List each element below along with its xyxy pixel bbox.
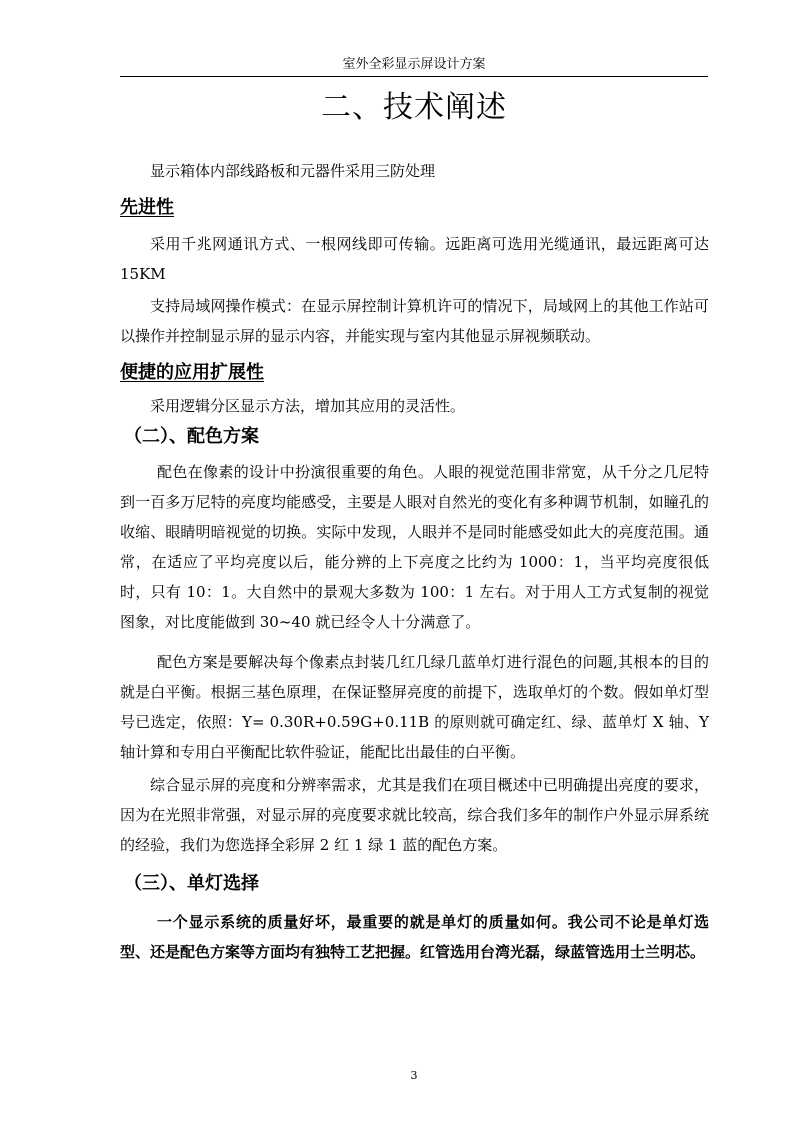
paragraph-extensibility-1: 采用逻辑分区显示方法，增加其应用的灵活性。 bbox=[150, 397, 466, 415]
intro-line: 显示箱体内部线路板和元器件采用三防处理 bbox=[150, 162, 436, 180]
paragraph-color-scheme-3: 综合显示屏的亮度和分辨率需求，尤其是我们在项目概述中已明确提出亮度的要求，因为在光照非常强，对显示屏的亮度要求就比较高，综合我们多年的制作户外显示屏系统的经验，我们为您选择全彩屏 2 红 1 绿 1 蓝的配色方案。 bbox=[120, 776, 709, 854]
paragraph-color-scheme-1: 配色在像素的设计中扮演很重要的角色。人眼的视觉范围非常宽，从千分之几尼特到一百多万尼特的亮度均能感受，主要是人眼对自然光的变化有多种调节机制，如瞳孔的收缩、眼睛明暗视觉的切换。实际中发现，人眼并不是同时能感受如此大的亮度范围。通常，在适应了平均亮度以后，能分辨的上下亮度之比约为 1000：1，当平均亮度很低时，只有 10：1。大自然中的景观大多数为 100：1 左右。对于用人工方式复制的视觉图象，对比度能做到 30~40 就已经令人十分满意了。 bbox=[120, 463, 709, 631]
running-header: 室外全彩显示屏设计方案 bbox=[342, 57, 486, 72]
page-number: 3 bbox=[410, 1069, 418, 1082]
header-divider bbox=[120, 76, 708, 77]
paragraph-advanced-2: 支持局域网操作模式：在显示屏控制计算机许可的情况下，局域网上的其他工作站可以操作并控制显示屏的显示内容，并能实现与室内其他显示屏视频联动。 bbox=[120, 297, 709, 345]
section-heading-color-scheme: （二）、配色方案 bbox=[124, 426, 259, 447]
paragraph-advanced-1: 采用千兆网通讯方式、一根网线即可传输。远距离可选用光缆通讯，最远距离可达 15KM bbox=[120, 235, 709, 283]
section-heading-advanced: 先进性 bbox=[120, 197, 174, 218]
paragraph-color-scheme-2: 配色方案是要解决每个像素点封装几红几绿几蓝单灯进行混色的问题,其根本的目的就是白平衡。根据三基色原理，在保证整屏亮度的前提下，选取单灯的个数。假如单灯型号已选定，依照：Y= 0.30R+0.59G+0.11B 的原则就可确定红、绿、蓝单灯 X 轴、Y 轴计算和专用白平衡配比软件验证，能配比出最佳的白平衡。 bbox=[120, 653, 709, 761]
paragraph-led-selection-1: 一个显示系统的质量好坏，最重要的就是单灯的质量如何。我公司不论是单灯选型、还是配色方案等方面均有独特工艺把握。红管选用台湾光磊，绿蓝管选用士兰明芯。 bbox=[120, 913, 709, 961]
section-heading-led-selection: （三）、单灯选择 bbox=[124, 873, 259, 894]
page-title: 二、技术阐述 bbox=[321, 90, 507, 125]
section-heading-extensibility: 便捷的应用扩展性 bbox=[120, 362, 264, 383]
